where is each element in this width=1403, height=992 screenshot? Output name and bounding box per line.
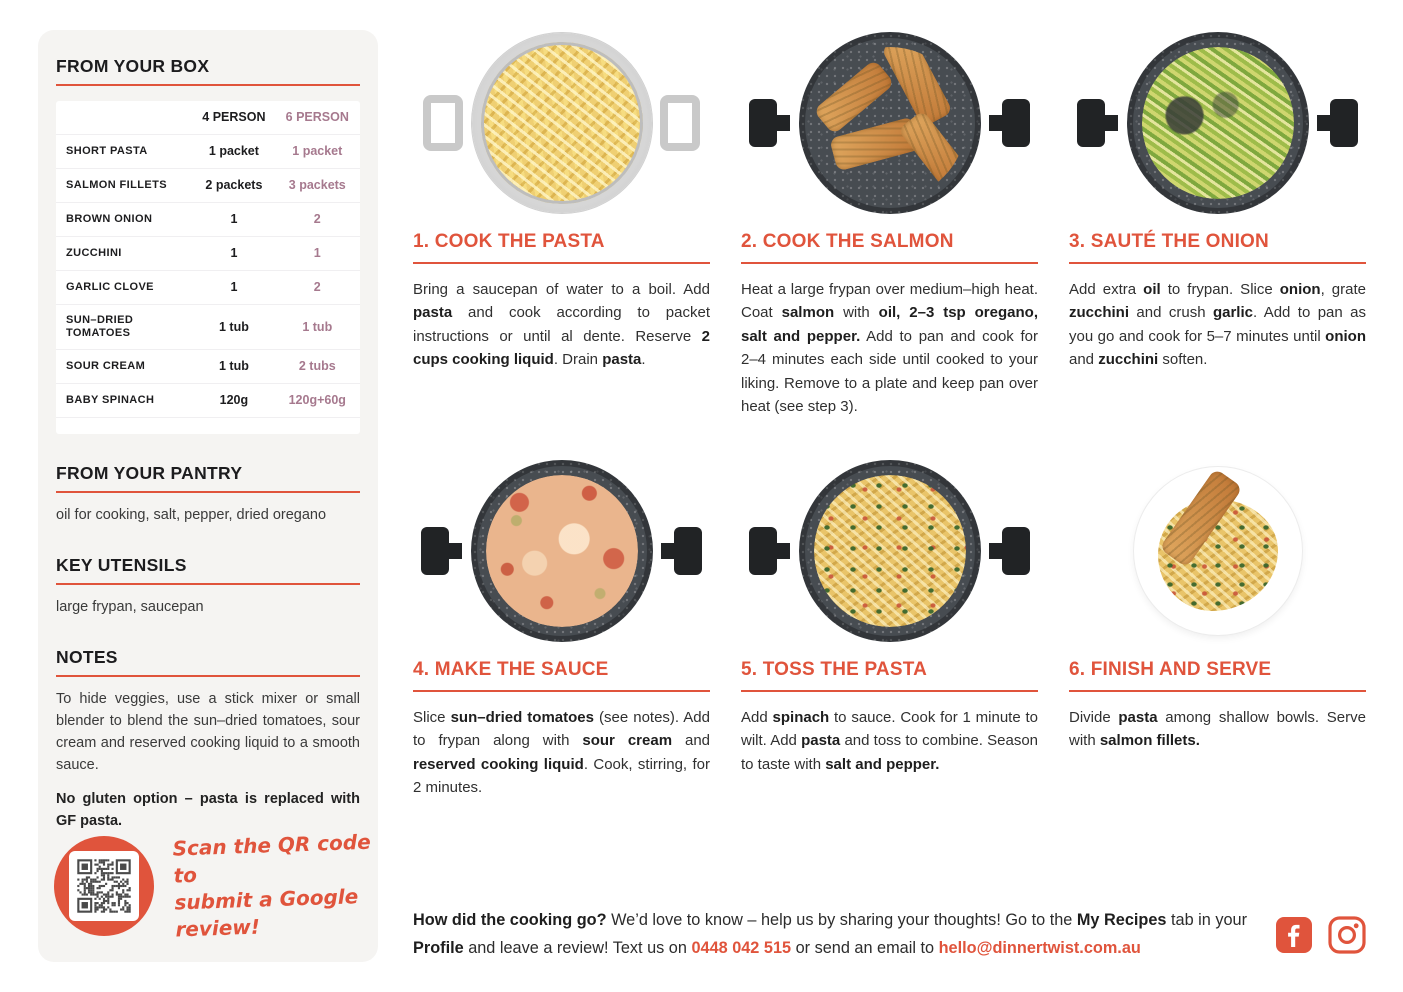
table-header-row xyxy=(56,101,360,135)
utensils-text: large frypan, saucepan xyxy=(56,599,204,616)
pan-handle xyxy=(749,527,777,575)
pantry-section xyxy=(56,463,360,526)
step-rule xyxy=(741,262,1038,264)
step-card-5 xyxy=(741,458,1038,800)
table-row: BABY SPINACH 120g 120g+60g xyxy=(56,384,360,418)
frypan-art xyxy=(471,460,653,642)
steps-grid xyxy=(413,30,1366,800)
frypan-art xyxy=(799,460,981,642)
from-your-box-title: FROM YOUR BOX xyxy=(56,56,210,76)
photo-tossed-pasta-pan xyxy=(741,458,1038,643)
table-row: SHORT PASTA 1 packet 1 packet xyxy=(56,135,360,169)
plate-art xyxy=(1134,467,1302,635)
feedback-footer-text: How did the cooking go? We’d love to know – help us by sharing your thoughts! Go to the My Recipes tab in your Profile and leave a review! Text us on 0448 042 515 or send an email to hello@dinnertwist.com.au xyxy=(413,911,1248,958)
frypan-art xyxy=(1127,32,1309,214)
qr-code-card xyxy=(69,851,139,921)
step-card-6 xyxy=(1069,458,1366,800)
step-title: 1. COOK THE PASTA xyxy=(413,231,605,252)
step-body: Add spinach to sauce. Cook for 1 minute to wilt. Add pasta and toss to combine. Season to taste with salt and pepper. xyxy=(741,709,1039,773)
pan-surface xyxy=(486,475,638,627)
pan-handle xyxy=(421,527,449,575)
step-rule xyxy=(1069,262,1366,264)
pot-handle xyxy=(423,95,463,151)
photo-salmon-pan xyxy=(741,30,1038,215)
sidebar xyxy=(38,30,378,962)
notes-section xyxy=(56,647,360,833)
photo-onion-pan xyxy=(1069,30,1366,215)
box-table-body xyxy=(56,135,360,418)
six-person-header: 6 PERSON xyxy=(285,110,349,124)
qr-code[interactable] xyxy=(54,836,154,936)
pot-art xyxy=(472,33,652,213)
table-row: BROWN ONION 1 2 xyxy=(56,203,360,237)
step-title: 6. FINISH AND SERVE xyxy=(1069,659,1272,680)
step-body: Slice sun–dried tomatoes (see notes). Add to frypan along with sour cream and reserved cooking liquid. Cook, stirring, for 2 minutes. xyxy=(413,709,711,797)
notes-gluten-option: No gluten option – pasta is replaced with GF pasta. xyxy=(56,791,360,830)
qr-caption xyxy=(172,828,380,943)
step-card-3 xyxy=(1069,30,1366,458)
utensils-title: KEY UTENSILS xyxy=(56,555,187,576)
pan-surface xyxy=(1142,47,1294,199)
table-row: GARLIC CLOVE 1 2 xyxy=(56,271,360,305)
notes-text: To hide veggies, use a stick mixer or small blender to blend the sun–dried tomatoes, sour cream and reserved cooking liquid to a smooth sauce. xyxy=(56,691,360,773)
pan-handle xyxy=(1002,527,1030,575)
pantry-text: oil for cooking, salt, pepper, dried oregano xyxy=(56,507,327,524)
step-card-4 xyxy=(413,458,710,800)
pantry-title: FROM YOUR PANTRY xyxy=(56,463,243,484)
heading-rule xyxy=(56,675,360,677)
facebook-icon[interactable] xyxy=(1276,917,1312,953)
heading-rule xyxy=(56,583,360,585)
qr-code-pattern xyxy=(73,855,135,917)
ingredients-table xyxy=(56,101,360,418)
step-body: Bring a saucepan of water to a boil. Add pasta and cook according to packet instructions or until al dente. Reserve 2 cups cooking liquid. Drain pasta. xyxy=(413,281,710,369)
google-review-qr-block xyxy=(54,829,378,942)
ingredient-column-header xyxy=(56,101,193,135)
utensils-section xyxy=(56,555,360,618)
step-rule xyxy=(1069,690,1366,692)
pan-handle xyxy=(1077,99,1105,147)
frypan-art xyxy=(799,32,981,214)
pan-handle xyxy=(1002,99,1030,147)
step-title: 3. SAUTÉ THE ONION xyxy=(1069,231,1269,252)
creamy-sauce-art xyxy=(486,475,638,627)
heading-rule xyxy=(56,84,360,86)
qr-caption-line1: Scan the QR code to xyxy=(172,829,372,888)
step-title: 5. TOSS THE PASTA xyxy=(741,659,928,680)
step-title: 4. MAKE THE SAUCE xyxy=(413,659,609,680)
sauteed-veg-art xyxy=(1142,47,1294,199)
step-body: Add extra oil to frypan. Slice onion, grate zucchini and crush garlic. Add to pan as you go and cook for 5–7 minutes until onion and zucchini soften. xyxy=(1069,281,1366,369)
step-card-2 xyxy=(741,30,1038,458)
photo-plated-dish xyxy=(1069,458,1366,643)
step-rule xyxy=(413,690,710,692)
step-body: Heat a large frypan over medium–high heat. Coat salmon with oil, 2–3 tsp oregano, salt and pepper. Add to pan and cook for 2–4 minutes each side until cooked to your liking. Remove to a plate and keep pan over heat (see step 3). xyxy=(741,281,1038,415)
four-person-header: 4 PERSON xyxy=(202,110,266,124)
pan-handle xyxy=(674,527,702,575)
steps-area xyxy=(413,30,1366,800)
table-row: SUN–DRIED TOMATOES 1 tub 1 tub xyxy=(56,305,360,350)
table-row: SOUR CREAM 1 tub 2 tubs xyxy=(56,350,360,384)
notes-title: NOTES xyxy=(56,647,118,668)
instagram-icon[interactable] xyxy=(1328,916,1366,954)
step-rule xyxy=(413,262,710,264)
ingredients-table-panel xyxy=(56,101,360,434)
photo-sauce-pan xyxy=(413,458,710,643)
photo-pasta-pot xyxy=(413,30,710,215)
qr-caption-line2: submit a Google review! xyxy=(174,884,359,942)
heading-rule xyxy=(56,491,360,493)
pan-surface xyxy=(814,475,966,627)
step-body: Divide pasta among shallow bowls. Serve with salmon fillets. xyxy=(1069,709,1366,750)
step-rule xyxy=(741,690,1038,692)
step-card-1 xyxy=(413,30,710,458)
pan-handle xyxy=(749,99,777,147)
table-row: SALMON FILLETS 2 packets 3 packets xyxy=(56,169,360,203)
table-row: ZUCCHINI 1 1 xyxy=(56,237,360,271)
cooked-pasta-art xyxy=(481,42,643,204)
step-title: 2. COOK THE SALMON xyxy=(741,231,954,252)
pot-handle xyxy=(660,95,700,151)
pan-surface xyxy=(814,47,966,199)
salmon-fillet-shape xyxy=(814,59,895,135)
pan-handle xyxy=(1330,99,1358,147)
social-icons xyxy=(1276,916,1366,954)
tossed-pasta-art xyxy=(814,475,966,627)
